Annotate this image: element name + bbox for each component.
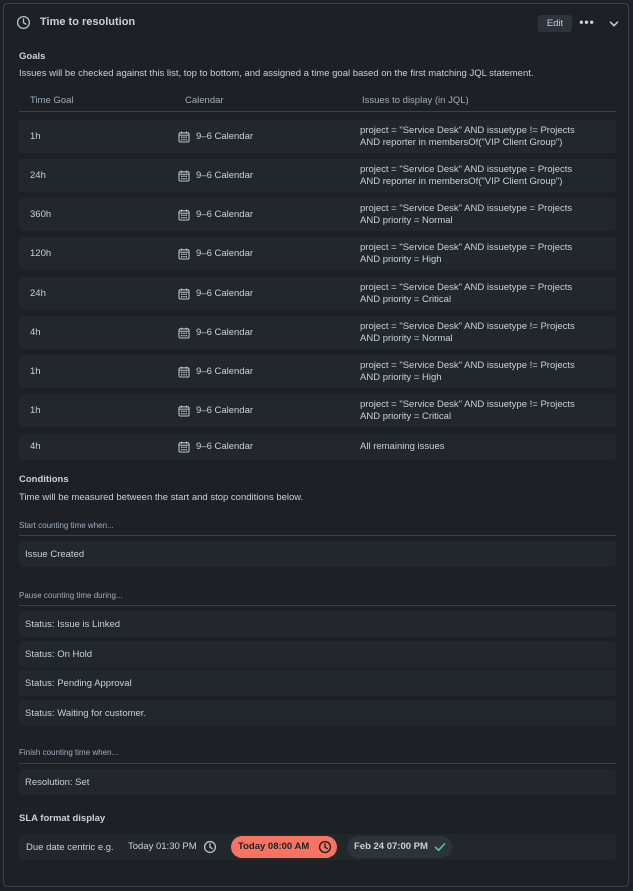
calendar-cell: 9–6 Calendar [196,209,254,220]
goals-description: Issues will be checked against this list, top to bottom, and assigned a time goal based on the first matching JQL statement. [19,68,534,79]
sla-format-row [19,834,616,860]
jql-cell: All remaining issues [360,441,445,452]
time-goal-cell: 1h [30,405,41,416]
calendar-cell: 9–6 Calendar [196,170,254,181]
calendar-icon [178,170,190,182]
finish-condition-item [19,769,616,795]
calendar-cell: 9–6 Calendar [196,327,254,338]
pause-condition-item [19,611,616,637]
clock-icon [318,840,332,854]
calendar-icon [178,405,190,417]
condition-text: Issue Created [25,549,85,560]
conditions-description: Time will be measured between the start and stop conditions below. [19,492,304,503]
sla-format-title: SLA format display [19,813,106,824]
jql-cell: project = "Service Desk" AND issuetype = Projects AND priority = High [360,242,573,265]
calendar-icon [178,209,190,221]
panel-header [4,4,628,40]
calendar-icon [178,131,190,143]
start-divider [19,535,616,536]
calendar-cell: 9–6 Calendar [196,131,254,142]
conditions-title: Conditions [19,474,69,485]
goal-row [19,198,616,231]
goal-row [19,394,616,427]
pause-condition-item [19,700,616,726]
panel-title: Time to resolution [40,16,136,28]
goal-row [19,237,616,270]
calendar-cell: 9–6 Calendar [196,441,254,452]
goal-row [19,434,616,460]
time-goal-cell: 4h [30,441,41,452]
condition-text: Status: On Hold [25,649,93,660]
pause-condition-item [19,670,616,696]
col-header-jql: Issues to display (in JQL) [362,95,469,106]
condition-text: Resolution: Set [25,777,90,788]
jql-cell: project = "Service Desk" AND issuetype = Projects AND priority = Critical [360,282,573,305]
clock-icon [16,15,31,30]
jql-cell: project = "Service Desk" AND issuetype != Projects AND priority = Normal [360,321,575,344]
sla-panel [3,3,629,887]
finish-counting-label: Finish counting time when... [19,748,119,757]
finish-divider [19,763,616,764]
edit-button[interactable]: Edit [538,15,572,32]
calendar-icon [178,327,190,339]
time-goal-cell: 24h [30,288,46,299]
jql-cell: project = "Service Desk" AND issuetype != Projects AND priority = High [360,360,575,383]
time-goal-cell: 360h [30,209,52,220]
pause-condition-item [19,641,616,667]
calendar-icon [178,441,190,453]
goal-row [19,355,616,388]
calendar-icon [178,366,190,378]
calendar-cell: 9–6 Calendar [196,248,254,259]
condition-text: Status: Waiting for customer. [25,708,147,719]
time-goal-cell: 1h [30,131,41,142]
calendar-icon [178,288,190,300]
sla-format-label: Due date centric e.g. [26,842,114,853]
sla-example-normal [121,836,219,858]
chevron-down-icon[interactable] [606,16,622,32]
calendar-cell: 9–6 Calendar [196,366,254,377]
pause-counting-label: Pause counting time during... [19,591,123,600]
sla-example-met-text: Feb 24 07:00 PM [354,841,428,852]
jql-cell: project = "Service Desk" AND issuetype = Projects AND priority = Normal [360,203,573,226]
goal-row [19,120,616,153]
col-header-calendar: Calendar [185,95,224,106]
condition-text: Status: Pending Approval [25,678,132,689]
more-actions-button[interactable]: ••• [579,15,595,29]
sla-example-met [347,836,452,858]
goal-row [19,316,616,349]
jql-cell: project = "Service Desk" AND issuetype != Projects AND reporter in membersOf("VIP Client Group") [360,125,575,148]
condition-text: Status: Issue is Linked [25,619,121,630]
sla-example-breached [231,836,337,858]
goal-row [19,159,616,192]
calendar-cell: 9–6 Calendar [196,405,254,416]
start-counting-label: Start counting time when... [19,521,114,530]
clock-icon [203,840,217,854]
time-goal-cell: 1h [30,366,41,377]
start-condition-item [19,541,616,567]
time-goal-cell: 4h [30,327,41,338]
col-header-time-goal: Time Goal [30,95,74,106]
calendar-cell: 9–6 Calendar [196,288,254,299]
table-header-divider [19,111,616,112]
calendar-icon [178,248,190,260]
goals-title: Goals [19,51,46,62]
sla-example-normal-text: Today 01:30 PM [128,841,197,852]
goal-row [19,277,616,310]
time-goal-cell: 120h [30,248,52,259]
pause-divider [19,605,616,606]
sla-example-breached-text: Today 08:00 AM [238,841,310,852]
jql-cell: project = "Service Desk" AND issuetype = Projects AND reporter in membersOf("VIP Client Group") [360,164,573,187]
jql-cell: project = "Service Desk" AND issuetype != Projects AND priority = Critical [360,399,575,422]
checkmark-icon [433,840,447,854]
time-goal-cell: 24h [30,170,46,181]
